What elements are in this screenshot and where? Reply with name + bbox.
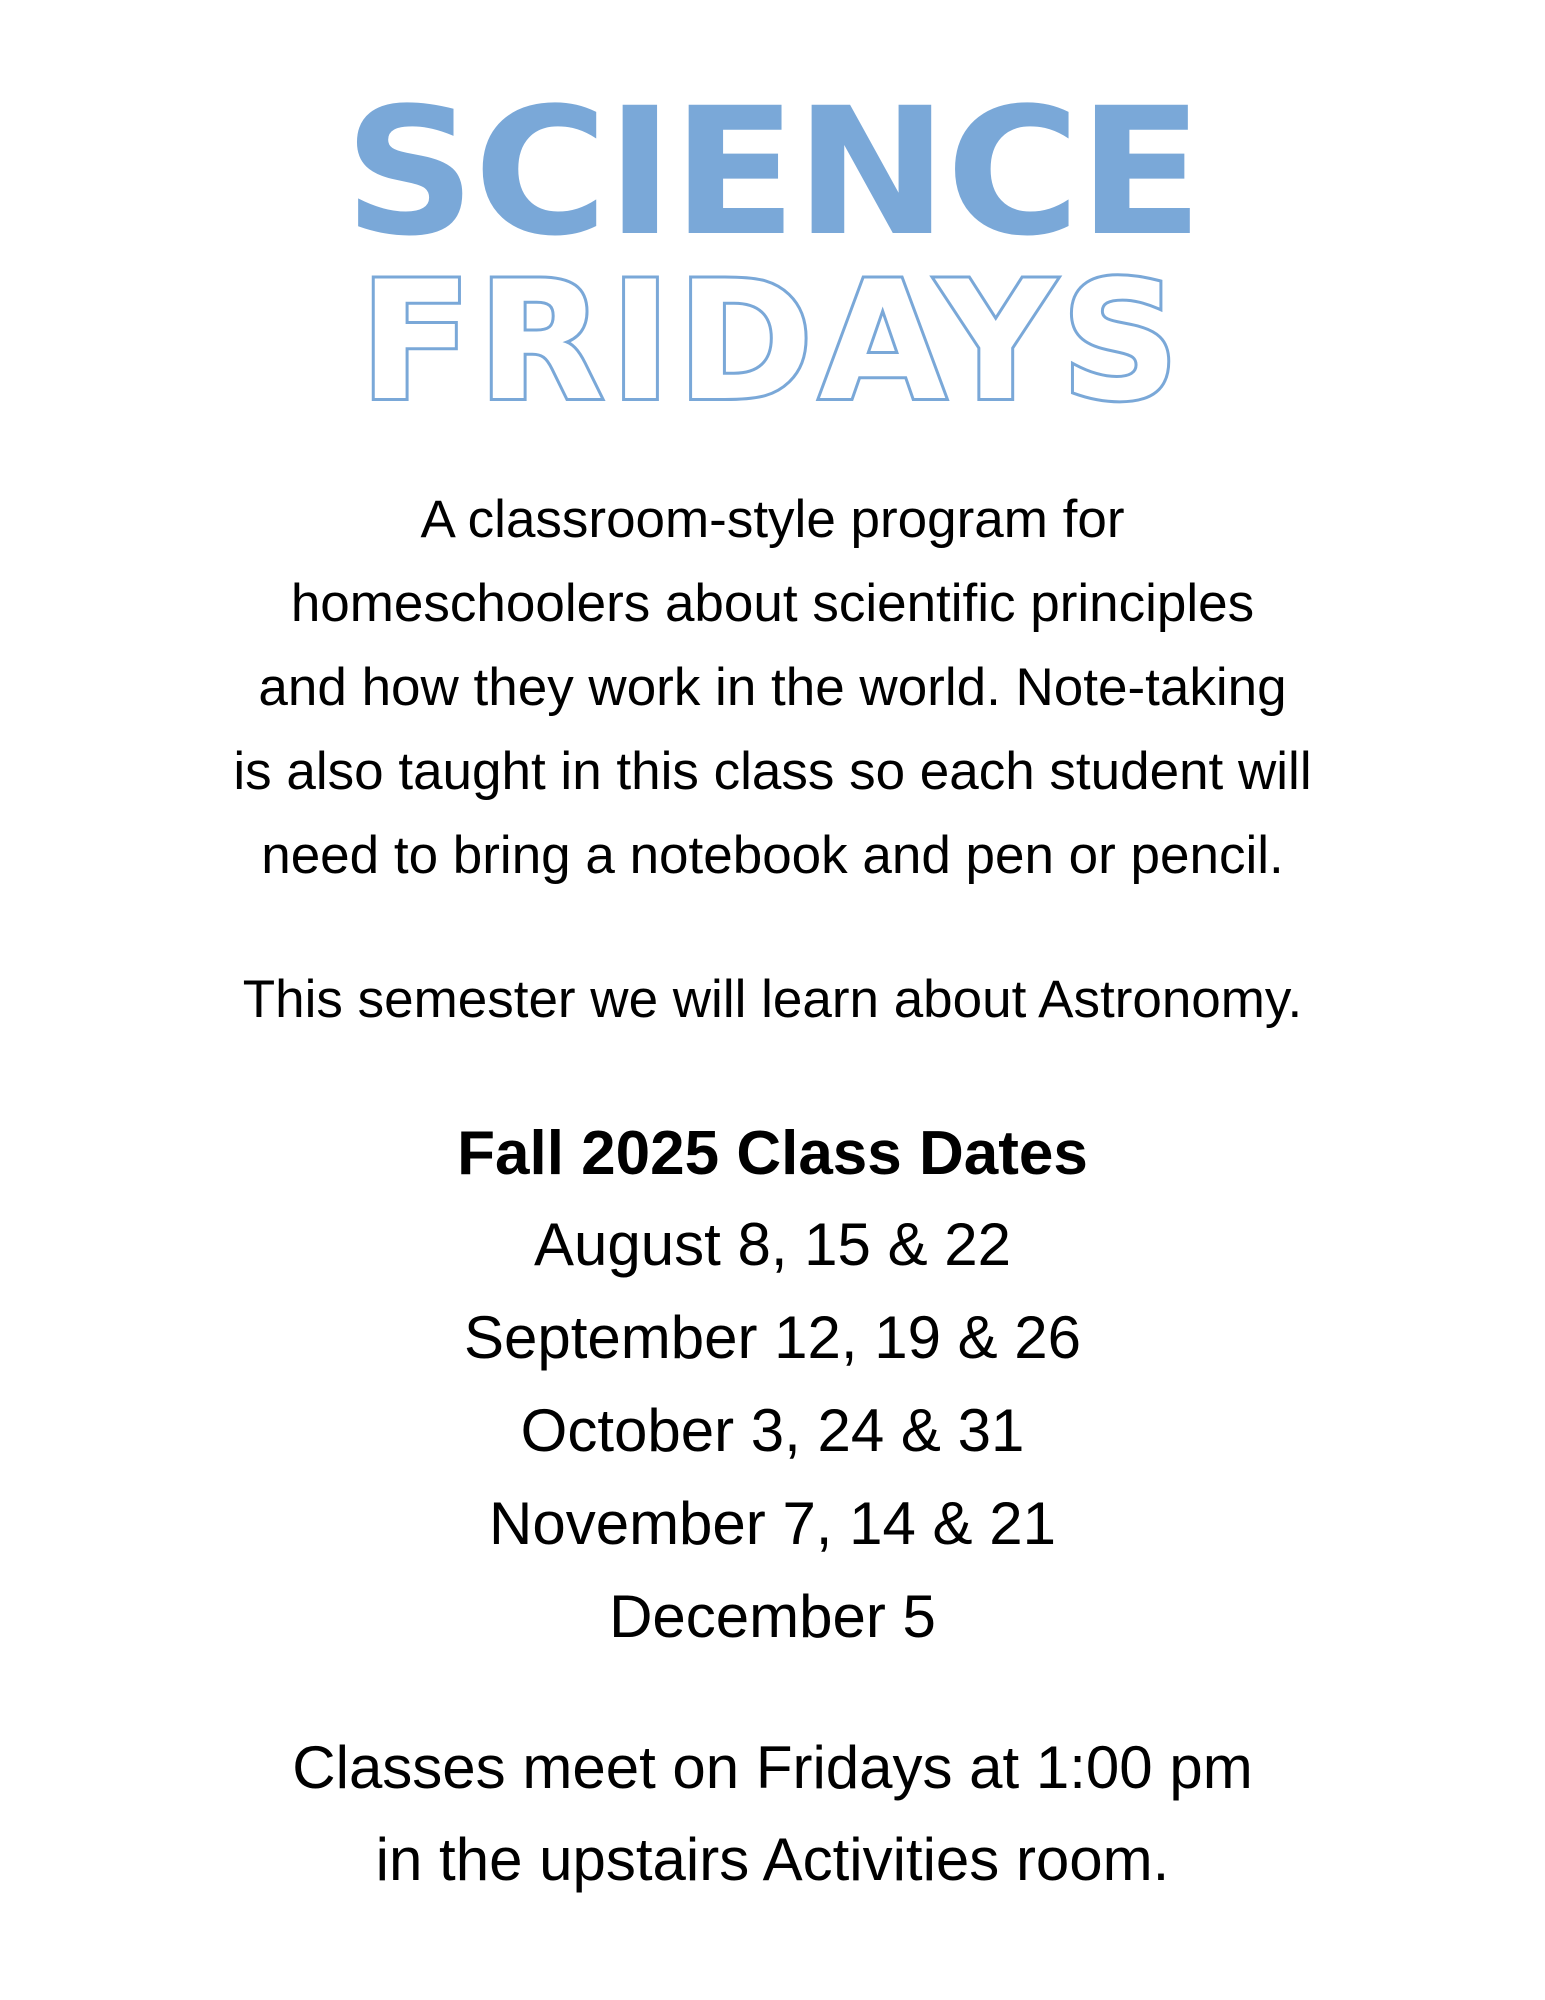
title-fridays: FRIDAYS xyxy=(359,246,1186,437)
title-science: SCIENCE xyxy=(343,70,1202,275)
class-date-item: September 12, 19 & 26 xyxy=(463,1304,1082,1371)
class-dates-heading: Fall 2025 Class Dates xyxy=(457,1119,1088,1188)
description-line: need to bring a notebook and pen or pencil. xyxy=(261,826,1284,885)
class-date-item: November 7, 14 & 21 xyxy=(489,1490,1056,1557)
description-line: A classroom-style program for xyxy=(420,490,1125,549)
meeting-location: in the upstairs Activities room. xyxy=(375,1826,1170,1893)
class-date-item: October 3, 24 & 31 xyxy=(520,1397,1025,1464)
class-dates-list xyxy=(0,1198,1545,1663)
description-line: homeschoolers about scientific principles xyxy=(290,574,1255,633)
semester-topic: This semester we will learn about Astronomy. xyxy=(242,970,1303,1029)
meeting-info xyxy=(0,1722,1545,1906)
description-line: is also taught in this class so each student will xyxy=(233,742,1312,801)
meeting-time: Classes meet on Fridays at 1:00 pm xyxy=(292,1734,1253,1801)
program-description xyxy=(130,478,1415,898)
class-date-item: December 5 xyxy=(609,1583,936,1650)
class-date-item: August 8, 15 & 22 xyxy=(533,1211,1011,1278)
description-line: and how they work in the world. Note-taking xyxy=(258,658,1287,717)
